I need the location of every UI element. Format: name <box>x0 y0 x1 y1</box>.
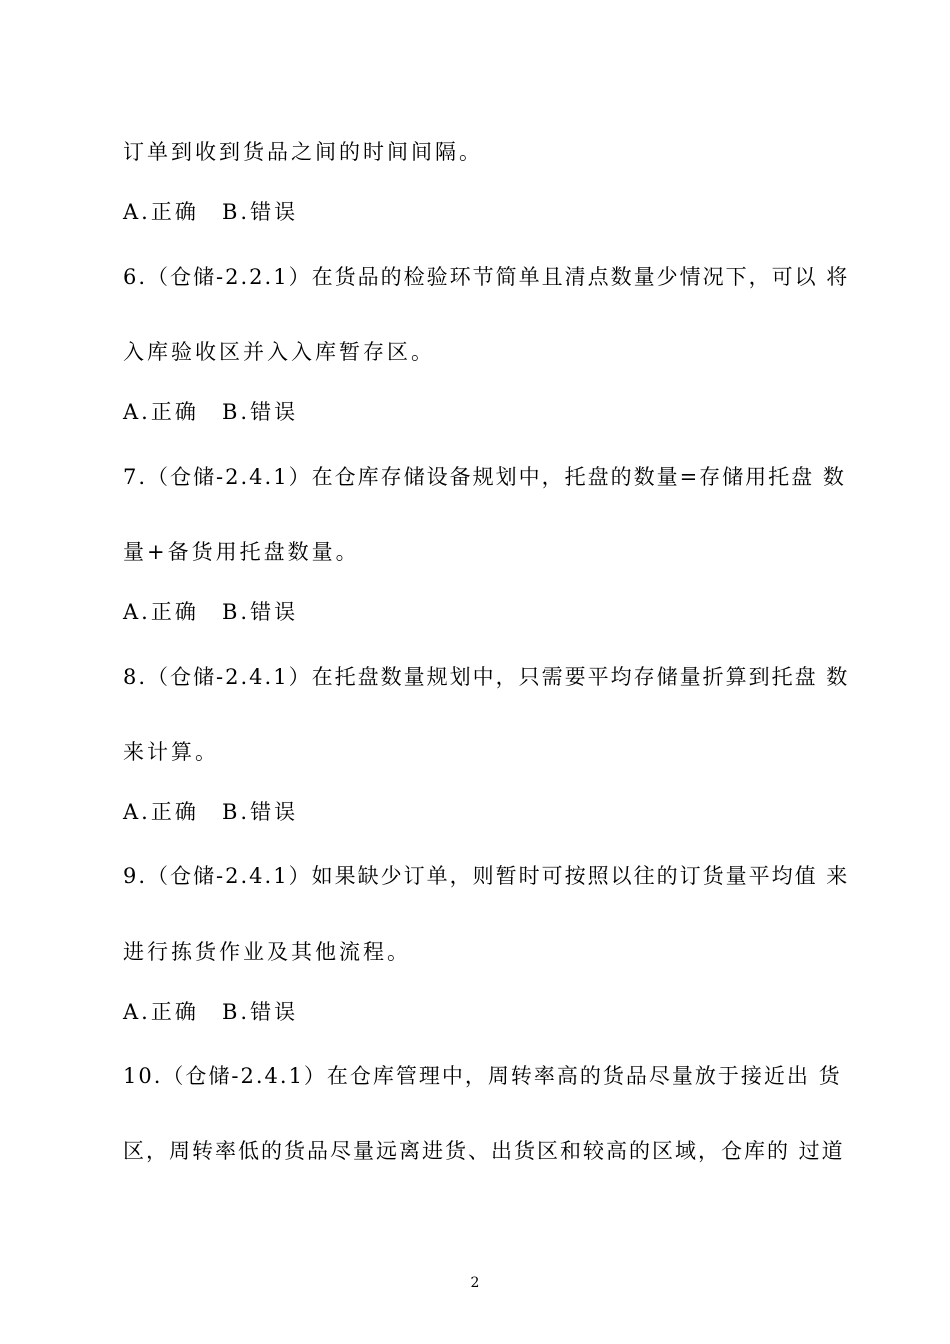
question-10-line-1: 10.（仓储-2.4.1）在仓库管理中，周转率高的货品尽量放于接近出 货 <box>123 1064 842 1088</box>
answer-options <box>123 998 298 1026</box>
answer-options <box>123 398 298 426</box>
answer-options <box>123 598 298 626</box>
question-7-line-1: 7.（仓储-2.4.1）在仓库存储设备规划中，托盘的数量=存储用托盘 数 <box>123 465 846 489</box>
question-10-line-2: 区，周转率低的货品尽量远离进货、出货区和较高的区域，仓库的 过道 <box>123 1139 845 1163</box>
question-8-line-2: 来计算。 <box>123 740 219 764</box>
answer-options <box>123 198 298 226</box>
option-a: A.正确 <box>123 1000 199 1024</box>
question-8-line-1: 8.（仓储-2.4.1）在托盘数量规划中，只需要平均存储量折算到托盘 数 <box>123 665 850 689</box>
question-6-line-1: 6.（仓储-2.2.1）在货品的检验环节简单且清点数量少情况下，可以 将 <box>123 265 850 289</box>
question-7-line-2: 量+备货用托盘数量。 <box>123 540 360 564</box>
page-number: 2 <box>470 1275 480 1291</box>
option-b: B.错误 <box>222 200 299 224</box>
option-b: B.错误 <box>222 600 299 624</box>
option-a: A.正确 <box>123 400 199 424</box>
option-a: A.正确 <box>123 800 199 824</box>
option-a: A.正确 <box>123 200 199 224</box>
option-b: B.错误 <box>222 800 299 824</box>
question-9-line-1: 9.（仓储-2.4.1）如果缺少订单，则暂时可按照以往的订货量平均值 来 <box>123 864 850 888</box>
option-b: B.错误 <box>222 400 299 424</box>
option-b: B.错误 <box>222 1000 299 1024</box>
answer-options <box>123 798 298 826</box>
option-a: A.正确 <box>123 600 199 624</box>
question-9-line-2: 进行拣货作业及其他流程。 <box>123 940 411 964</box>
question-6-line-2: 入库验收区并入入库暂存区。 <box>123 340 435 364</box>
text-line: 订单到收到货品之间的时间间隔。 <box>123 140 483 164</box>
